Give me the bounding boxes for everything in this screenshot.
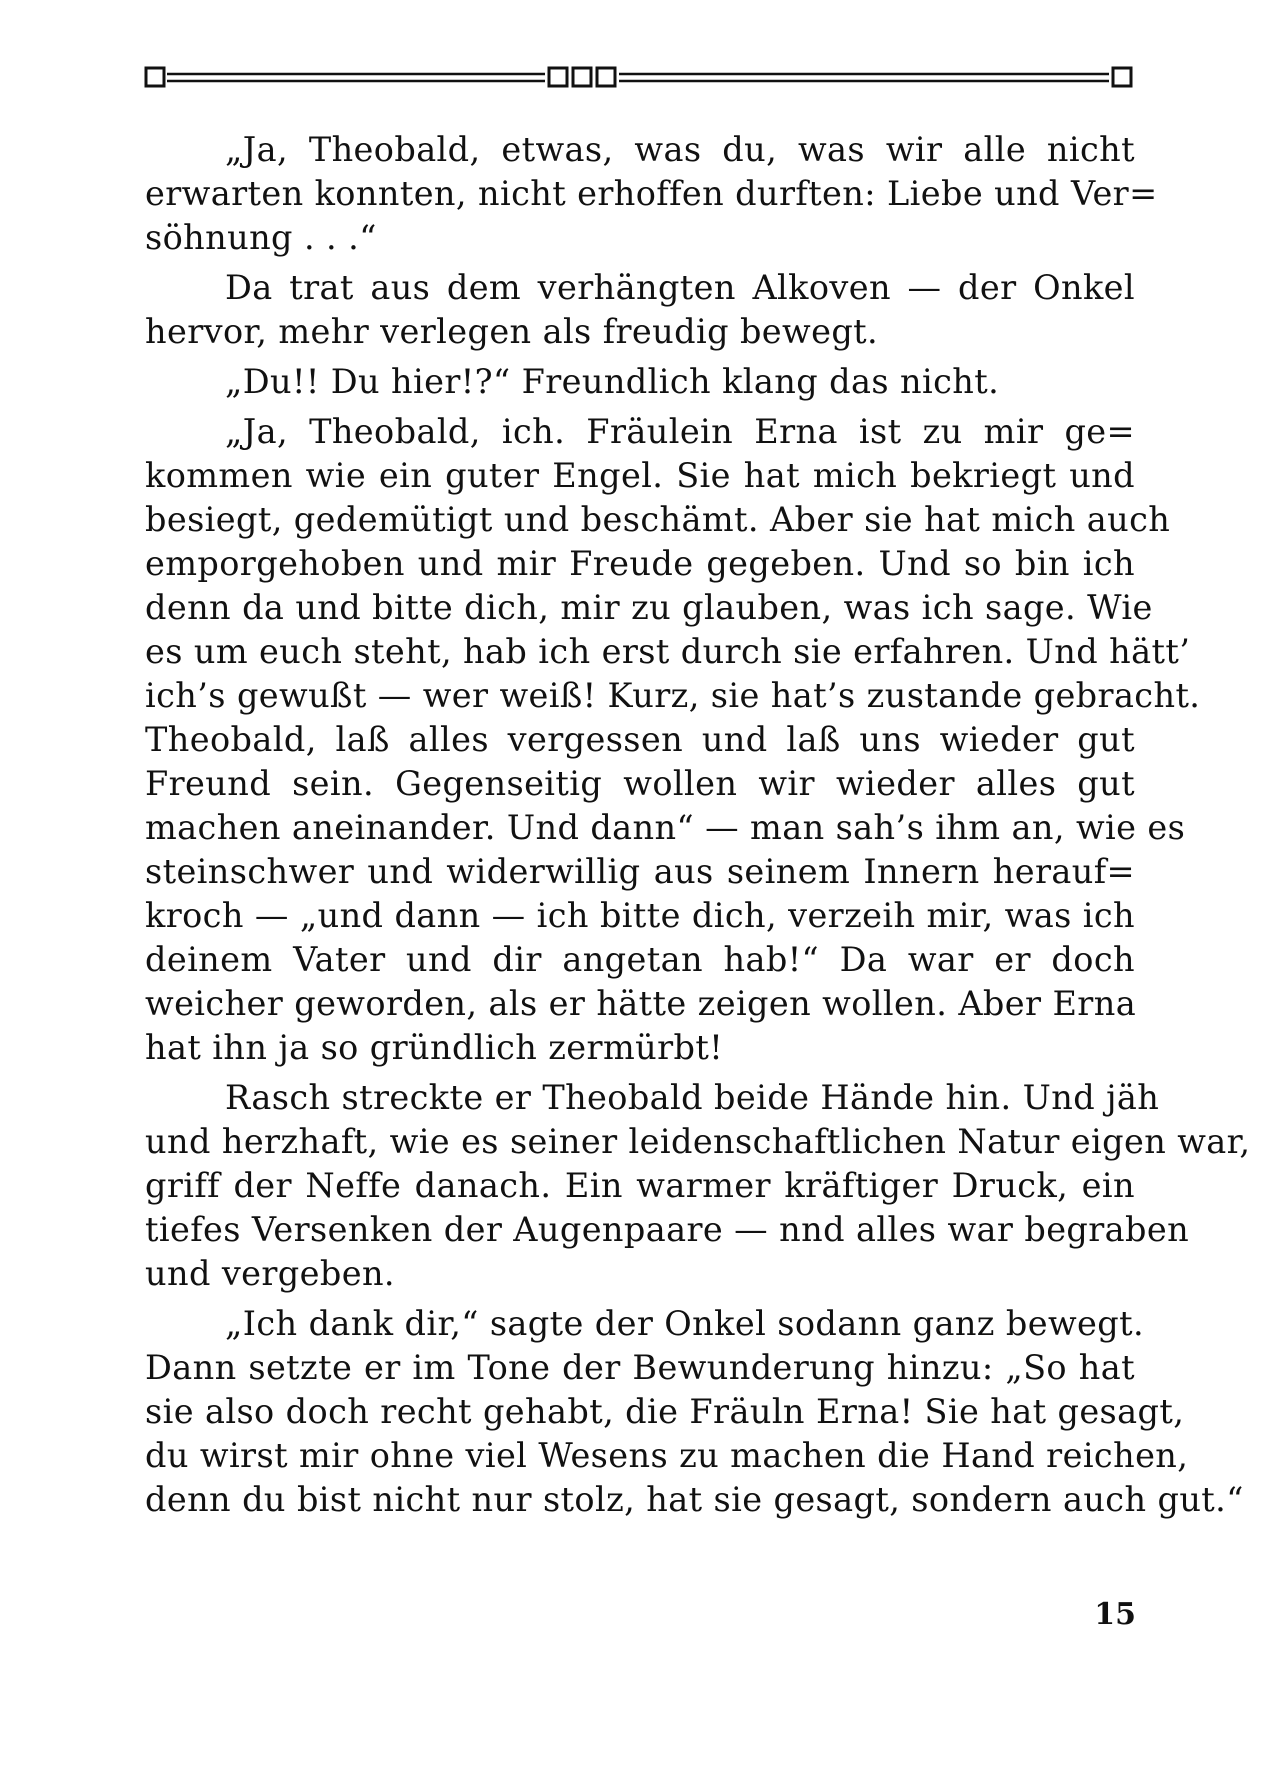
text-line: deinem Vater und dir angetan hab!“ Da war er doch [145,940,1135,979]
paragraph-3 [145,360,1135,404]
text-line: hervor, mehr verlegen als freudig bewegt. [145,312,879,351]
text-line: Da trat aus dem verhängten Alkoven — der Onkel [225,268,1135,307]
text-line: sie also doch recht gehabt, die Fräuln Erna! Sie hat gesagt, [145,1392,1185,1431]
text-line: emporgehoben und mir Freude gegeben. Und so bin ich [145,544,1135,583]
text-line: Freund sein. Gegenseitig wollen wir wieder alles gut [145,764,1135,803]
body-text [145,128,1251,1528]
header-ornament [145,64,1135,92]
paragraph-4 [145,410,1201,1070]
text-line: „Ja, Theobald, etwas, was du, was wir alle nicht [225,130,1135,169]
text-line: besiegt, gedemütigt und beschämt. Aber sie hat mich auch [145,500,1171,539]
text-line: weicher geworden, als er hätte zeigen wollen. Aber Erna [145,984,1137,1023]
text-line: Rasch streckte er Theobald beide Hände hin. Und jäh [225,1078,1160,1117]
paragraph-5 [145,1076,1251,1296]
text-line: denn du bist nicht nur stolz, hat sie gesagt, sondern auch gut.“ [145,1480,1244,1519]
text-line: „Ich dank dir,“ sagte der Onkel sodann ganz bewegt. [225,1304,1145,1343]
text-line: „Ja, Theobald, ich. Fräulein Erna ist zu mir ge= [225,412,1135,451]
text-line: machen aneinander. Und dann“ — man sah’s ihm an, wie es [145,808,1186,847]
text-line: Theobald, laß alles vergessen und laß uns wieder gut [145,720,1135,759]
paragraph-2 [145,266,1135,354]
paragraph-6 [145,1302,1244,1522]
text-line: denn da und bitte dich, mir zu glauben, was ich sage. Wie [145,588,1153,627]
text-line: söhnung . . .“ [145,218,377,257]
text-line: steinschwer und widerwillig aus seinem Innern herauf= [145,852,1135,891]
text-line: kommen wie ein guter Engel. Sie hat mich bekriegt und [145,456,1135,495]
text-line: Dann setzte er im Tone der Bewunderung hinzu: „So hat [145,1348,1135,1387]
paragraph-1 [145,128,1158,260]
text-line: griff der Neffe danach. Ein warmer kräftiger Druck, ein [145,1166,1135,1205]
text-line: und herzhaft, wie es seiner leidenschaftlichen Natur eigen war, [145,1122,1251,1161]
text-line: es um euch steht, hab ich erst durch sie erfahren. Und hätt’ [145,632,1191,671]
text-line: und vergeben. [145,1254,395,1293]
text-line: hat ihn ja so gründlich zermürbt! [145,1028,724,1067]
text-line: du wirst mir ohne viel Wesens zu machen die Hand reichen, [145,1436,1189,1475]
double-rule-ornament-icon [145,64,1135,92]
text-line: tiefes Versenken der Augenpaare — nnd alles war begraben [145,1210,1190,1249]
page-number: 15 [1094,1597,1136,1632]
text-line: kroch — „und dann — ich bitte dich, verzeih mir, was ich [145,896,1135,935]
text-line: „Du!! Du hier!?“ Freundlich klang das nicht. [225,362,1000,401]
text-line: erwarten konnten, nicht erhoffen durften: Liebe und Ver= [145,174,1158,213]
text-line: ich’s gewußt — wer weiß! Kurz, sie hat’s zustande gebracht. [145,676,1201,715]
